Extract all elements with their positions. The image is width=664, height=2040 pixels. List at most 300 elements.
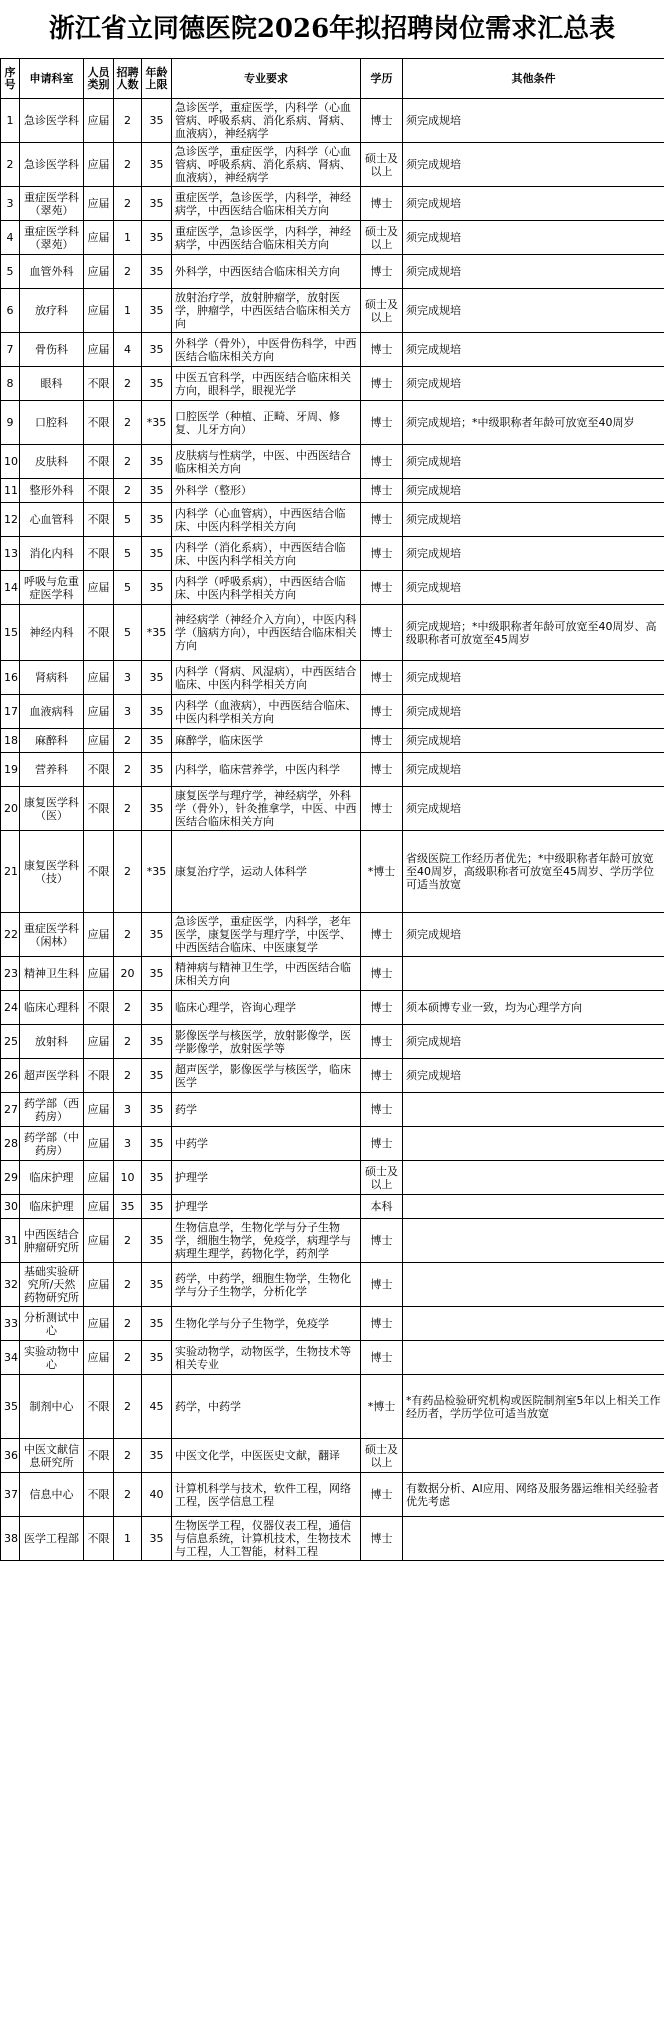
cell-index: 26	[1, 1059, 20, 1093]
cell-count: 5	[114, 503, 142, 537]
cell-degree: 博士	[361, 99, 403, 143]
cell-department: 临床心理科	[20, 991, 84, 1025]
cell-index: 10	[1, 445, 20, 479]
cell-count: 3	[114, 1127, 142, 1161]
cell-other: 有数据分析、AI应用、网络及服务器运维相关经验者优先考虑	[403, 1473, 664, 1517]
cell-count: 35	[114, 1195, 142, 1219]
cell-age-limit: 35	[142, 221, 172, 255]
cell-other: 须完成规培	[403, 445, 664, 479]
cell-other	[403, 1307, 664, 1341]
table-row	[1, 1263, 664, 1307]
cell-count: 2	[114, 187, 142, 221]
cell-department: 肾病科	[20, 661, 84, 695]
cell-other: 须本硕博专业一致，均为心理学方向	[403, 991, 664, 1025]
table-row	[1, 503, 664, 537]
table-row	[1, 221, 664, 255]
table-row	[1, 1473, 664, 1517]
cell-count: 2	[114, 1439, 142, 1473]
cell-major: 内科学（心血管病），中西医结合临床、中医内科学相关方向	[172, 503, 361, 537]
cell-index: 2	[1, 143, 20, 187]
table-row	[1, 1127, 664, 1161]
table-row	[1, 1219, 664, 1263]
cell-age-limit: 35	[142, 537, 172, 571]
cell-category: 应届	[84, 1219, 114, 1263]
cell-department: 消化内科	[20, 537, 84, 571]
cell-major: 康复医学与理疗学，神经病学，外科学（骨外），针灸推拿学，中医、中西医结合临床相关方向	[172, 787, 361, 831]
cell-other: 须完成规培	[403, 661, 664, 695]
cell-age-limit: *35	[142, 831, 172, 913]
cell-category: 不限	[84, 367, 114, 401]
cell-major: 超声医学，影像医学与核医学，临床医学	[172, 1059, 361, 1093]
header-major: 专业要求	[172, 59, 361, 99]
cell-major: 神经病学（神经介入方向），中医内科学（脑病方向），中西医结合临床相关方向	[172, 605, 361, 661]
cell-index: 14	[1, 571, 20, 605]
cell-category: 不限	[84, 1439, 114, 1473]
cell-department: 重症医学科（翠苑）	[20, 221, 84, 255]
header-other: 其他条件	[403, 59, 664, 99]
cell-count: 2	[114, 1025, 142, 1059]
header-age-limit: 年龄上限	[142, 59, 172, 99]
cell-degree: 博士	[361, 571, 403, 605]
table-row	[1, 143, 664, 187]
cell-major: 中医文化学，中医医史文献，翻译	[172, 1439, 361, 1473]
cell-category: 应届	[84, 99, 114, 143]
cell-major: 急诊医学，重症医学，内科学，老年医学，康复医学与理疗学，中医学、中西医结合临床、中医康复学	[172, 913, 361, 957]
cell-age-limit: 35	[142, 1517, 172, 1561]
cell-category: 应届	[84, 221, 114, 255]
cell-degree: 博士	[361, 187, 403, 221]
cell-count: 2	[114, 1473, 142, 1517]
cell-index: 1	[1, 99, 20, 143]
cell-category: 应届	[84, 913, 114, 957]
cell-index: 36	[1, 1439, 20, 1473]
cell-other: 须完成规培	[403, 479, 664, 503]
cell-count: 2	[114, 1219, 142, 1263]
cell-other	[403, 1517, 664, 1561]
cell-major: 内科学（消化系病），中西医结合临床、中医内科学相关方向	[172, 537, 361, 571]
cell-major: 生物信息学，生物化学与分子生物学，细胞生物学，免疫学，病理学与病理生理学，药物化学，药剂学	[172, 1219, 361, 1263]
cell-other	[403, 1161, 664, 1195]
cell-category: 不限	[84, 1517, 114, 1561]
cell-department: 神经内科	[20, 605, 84, 661]
cell-department: 康复医学科（技）	[20, 831, 84, 913]
cell-degree: 博士	[361, 333, 403, 367]
cell-major: 康复治疗学，运动人体科学	[172, 831, 361, 913]
cell-department: 药学部（西药房）	[20, 1093, 84, 1127]
cell-count: 1	[114, 289, 142, 333]
cell-major: 生物化学与分子生物学，免疫学	[172, 1307, 361, 1341]
cell-major: 麻醉学，临床医学	[172, 729, 361, 753]
cell-department: 心血管科	[20, 503, 84, 537]
cell-category: 不限	[84, 787, 114, 831]
cell-other: 须完成规培	[403, 695, 664, 729]
cell-index: 28	[1, 1127, 20, 1161]
cell-department: 急诊医学科	[20, 99, 84, 143]
table-row	[1, 187, 664, 221]
cell-category: 应届	[84, 661, 114, 695]
cell-other	[403, 1219, 664, 1263]
cell-department: 麻醉科	[20, 729, 84, 753]
cell-age-limit: 35	[142, 187, 172, 221]
cell-degree: 博士	[361, 1263, 403, 1307]
cell-degree: 博士	[361, 479, 403, 503]
cell-index: 3	[1, 187, 20, 221]
cell-degree: 博士	[361, 255, 403, 289]
cell-other	[403, 1439, 664, 1473]
cell-degree: 博士	[361, 605, 403, 661]
cell-other: 须完成规培；*中级职称者年龄可放宽至40周岁、高级职称者可放宽至45周岁	[403, 605, 664, 661]
cell-department: 重症医学科（闲林）	[20, 913, 84, 957]
cell-major: 药学，中药学，细胞生物学，生物化学与分子生物学，分析化学	[172, 1263, 361, 1307]
cell-category: 应届	[84, 143, 114, 187]
cell-department: 信息中心	[20, 1473, 84, 1517]
table-row	[1, 99, 664, 143]
cell-count: 2	[114, 367, 142, 401]
cell-age-limit: *35	[142, 605, 172, 661]
cell-age-limit: 35	[142, 255, 172, 289]
cell-major: 影像医学与核医学，放射影像学，医学影像学，放射医学等	[172, 1025, 361, 1059]
cell-degree: 博士	[361, 1093, 403, 1127]
cell-index: 24	[1, 991, 20, 1025]
cell-degree: 本科	[361, 1195, 403, 1219]
cell-category: 应届	[84, 729, 114, 753]
cell-count: 2	[114, 1059, 142, 1093]
cell-category: 应届	[84, 1341, 114, 1375]
cell-degree: 硕士及以上	[361, 1439, 403, 1473]
cell-count: 2	[114, 753, 142, 787]
header-count: 招聘人数	[114, 59, 142, 99]
cell-age-limit: 35	[142, 957, 172, 991]
cell-degree: 博士	[361, 367, 403, 401]
cell-other: 须完成规培	[403, 221, 664, 255]
cell-index: 7	[1, 333, 20, 367]
cell-count: 3	[114, 661, 142, 695]
cell-department: 基础实验研究所/天然药物研究所	[20, 1263, 84, 1307]
cell-index: 27	[1, 1093, 20, 1127]
cell-department: 制剂中心	[20, 1375, 84, 1439]
cell-count: 5	[114, 571, 142, 605]
page-title: 浙江省立同德医院2026年拟招聘岗位需求汇总表	[48, 14, 616, 44]
header-index: 序号	[1, 59, 20, 99]
cell-other: 须完成规培；*中级职称者年龄可放宽至40周岁	[403, 401, 664, 445]
cell-count: 1	[114, 1517, 142, 1561]
cell-department: 临床护理	[20, 1161, 84, 1195]
cell-index: 32	[1, 1263, 20, 1307]
cell-department: 中西医结合肿瘤研究所	[20, 1219, 84, 1263]
cell-index: 33	[1, 1307, 20, 1341]
cell-degree: 硕士及以上	[361, 221, 403, 255]
cell-index: 23	[1, 957, 20, 991]
cell-department: 分析测试中心	[20, 1307, 84, 1341]
cell-department: 血液病科	[20, 695, 84, 729]
cell-age-limit: 35	[142, 913, 172, 957]
cell-degree: 博士	[361, 1517, 403, 1561]
table-row	[1, 571, 664, 605]
cell-degree: 博士	[361, 401, 403, 445]
cell-category: 应届	[84, 255, 114, 289]
cell-other: 须完成规培	[403, 729, 664, 753]
cell-major: 护理学	[172, 1161, 361, 1195]
cell-age-limit: 35	[142, 1059, 172, 1093]
cell-other: 省级医院工作经历者优先；*中级职称者年龄可放宽至40周岁，高级职称者可放宽至45周岁、学历学位可适当放宽	[403, 831, 664, 913]
cell-category: 不限	[84, 503, 114, 537]
cell-degree: 博士	[361, 957, 403, 991]
cell-category: 应届	[84, 1025, 114, 1059]
cell-degree: 博士	[361, 729, 403, 753]
cell-age-limit: 35	[142, 503, 172, 537]
cell-count: 2	[114, 1263, 142, 1307]
cell-other	[403, 1093, 664, 1127]
cell-index: 19	[1, 753, 20, 787]
cell-index: 37	[1, 1473, 20, 1517]
cell-degree: 博士	[361, 1025, 403, 1059]
cell-index: 8	[1, 367, 20, 401]
cell-degree: 博士	[361, 1307, 403, 1341]
table-row	[1, 289, 664, 333]
cell-index: 25	[1, 1025, 20, 1059]
cell-category: 应届	[84, 1307, 114, 1341]
cell-degree: 硕士及以上	[361, 143, 403, 187]
cell-age-limit: *35	[142, 401, 172, 445]
cell-major: 急诊医学，重症医学，内科学（心血管病、呼吸系病、消化系病、肾病、血液病），神经病学	[172, 99, 361, 143]
cell-index: 21	[1, 831, 20, 913]
cell-other: 须完成规培	[403, 255, 664, 289]
cell-age-limit: 35	[142, 695, 172, 729]
cell-age-limit: 35	[142, 1161, 172, 1195]
cell-degree: 博士	[361, 787, 403, 831]
cell-count: 3	[114, 695, 142, 729]
table-row	[1, 991, 664, 1025]
cell-count: 2	[114, 787, 142, 831]
cell-major: 皮肤病与性病学，中医、中西医结合临床相关方向	[172, 445, 361, 479]
cell-count: 2	[114, 401, 142, 445]
cell-age-limit: 35	[142, 787, 172, 831]
cell-department: 重症医学科（翠苑）	[20, 187, 84, 221]
cell-count: 3	[114, 1093, 142, 1127]
cell-index: 22	[1, 913, 20, 957]
cell-index: 4	[1, 221, 20, 255]
cell-index: 30	[1, 1195, 20, 1219]
cell-category: 不限	[84, 1059, 114, 1093]
cell-major: 放射治疗学，放射肿瘤学，放射医学，肿瘤学，中西医结合临床相关方向	[172, 289, 361, 333]
cell-index: 12	[1, 503, 20, 537]
table-row	[1, 695, 664, 729]
cell-department: 营养科	[20, 753, 84, 787]
cell-other: 须完成规培	[403, 187, 664, 221]
cell-category: 不限	[84, 991, 114, 1025]
cell-degree: 博士	[361, 503, 403, 537]
cell-major: 药学	[172, 1093, 361, 1127]
cell-age-limit: 35	[142, 367, 172, 401]
cell-degree: 博士	[361, 1127, 403, 1161]
cell-department: 血管外科	[20, 255, 84, 289]
cell-department: 口腔科	[20, 401, 84, 445]
cell-count: 2	[114, 1307, 142, 1341]
cell-age-limit: 40	[142, 1473, 172, 1517]
cell-category: 不限	[84, 1473, 114, 1517]
cell-category: 应届	[84, 289, 114, 333]
cell-category: 应届	[84, 957, 114, 991]
cell-index: 18	[1, 729, 20, 753]
table-row	[1, 913, 664, 957]
cell-degree: 博士	[361, 1341, 403, 1375]
cell-index: 16	[1, 661, 20, 695]
cell-count: 2	[114, 143, 142, 187]
cell-major: 实验动物学，动物医学，生物技术等相关专业	[172, 1341, 361, 1375]
cell-index: 38	[1, 1517, 20, 1561]
table-row	[1, 1307, 664, 1341]
cell-count: 2	[114, 913, 142, 957]
cell-category: 应届	[84, 187, 114, 221]
cell-degree: *博士	[361, 831, 403, 913]
cell-degree: 博士	[361, 1059, 403, 1093]
cell-age-limit: 35	[142, 661, 172, 695]
cell-other	[403, 1195, 664, 1219]
cell-major: 临床心理学，咨询心理学	[172, 991, 361, 1025]
cell-department: 呼吸与危重症医学科	[20, 571, 84, 605]
cell-category: 不限	[84, 831, 114, 913]
cell-category: 不限	[84, 479, 114, 503]
cell-age-limit: 35	[142, 143, 172, 187]
cell-other	[403, 1263, 664, 1307]
table-row	[1, 479, 664, 503]
cell-category: 应届	[84, 1263, 114, 1307]
table-row	[1, 661, 664, 695]
cell-major: 急诊医学，重症医学，内科学（心血管病、呼吸系病、消化系病、肾病、血液病），神经病学	[172, 143, 361, 187]
cell-age-limit: 35	[142, 753, 172, 787]
cell-category: 不限	[84, 1375, 114, 1439]
cell-department: 骨伤科	[20, 333, 84, 367]
table-row	[1, 957, 664, 991]
cell-other: 须完成规培	[403, 143, 664, 187]
cell-other	[403, 957, 664, 991]
cell-major: 口腔医学（种植、正畸、牙周、修复、儿牙方向）	[172, 401, 361, 445]
cell-degree: 博士	[361, 695, 403, 729]
cell-category: 不限	[84, 401, 114, 445]
cell-index: 31	[1, 1219, 20, 1263]
cell-major: 重症医学，急诊医学，内科学，神经病学，中西医结合临床相关方向	[172, 187, 361, 221]
cell-other	[403, 1127, 664, 1161]
cell-major: 外科学，中西医结合临床相关方向	[172, 255, 361, 289]
cell-major: 内科学（血液病），中西医结合临床、中医内科学相关方向	[172, 695, 361, 729]
cell-count: 2	[114, 99, 142, 143]
cell-major: 中医五官科学，中西医结合临床相关方向，眼科学，眼视光学	[172, 367, 361, 401]
table-row	[1, 1375, 664, 1439]
cell-category: 应届	[84, 695, 114, 729]
cell-count: 2	[114, 831, 142, 913]
table-row	[1, 1059, 664, 1093]
cell-degree: *博士	[361, 1375, 403, 1439]
cell-index: 9	[1, 401, 20, 445]
cell-major: 中药学	[172, 1127, 361, 1161]
cell-age-limit: 35	[142, 1341, 172, 1375]
cell-age-limit: 35	[142, 1307, 172, 1341]
cell-department: 康复医学科（医）	[20, 787, 84, 831]
cell-age-limit: 35	[142, 1195, 172, 1219]
cell-index: 17	[1, 695, 20, 729]
cell-degree: 博士	[361, 1473, 403, 1517]
cell-major: 内科学（肾病、风湿病），中西医结合临床、中医内科学相关方向	[172, 661, 361, 695]
cell-age-limit: 35	[142, 991, 172, 1025]
cell-age-limit: 35	[142, 1127, 172, 1161]
cell-department: 临床护理	[20, 1195, 84, 1219]
cell-degree: 博士	[361, 991, 403, 1025]
cell-count: 2	[114, 1375, 142, 1439]
cell-major: 药学，中药学	[172, 1375, 361, 1439]
cell-other: 须完成规培	[403, 1059, 664, 1093]
cell-category: 不限	[84, 753, 114, 787]
cell-major: 精神病与精神卫生学，中西医结合临床相关方向	[172, 957, 361, 991]
cell-category: 应届	[84, 333, 114, 367]
cell-department: 药学部（中药房）	[20, 1127, 84, 1161]
cell-department: 放疗科	[20, 289, 84, 333]
cell-degree: 博士	[361, 913, 403, 957]
cell-department: 整形外科	[20, 479, 84, 503]
table-row	[1, 537, 664, 571]
cell-category: 应届	[84, 1127, 114, 1161]
table-row	[1, 831, 664, 913]
cell-department: 超声医学科	[20, 1059, 84, 1093]
table-body	[1, 99, 664, 1561]
cell-age-limit: 35	[142, 1439, 172, 1473]
cell-category: 应届	[84, 1161, 114, 1195]
cell-degree: 博士	[361, 445, 403, 479]
cell-other: 须完成规培	[403, 753, 664, 787]
cell-other	[403, 1341, 664, 1375]
cell-category: 不限	[84, 445, 114, 479]
cell-count: 2	[114, 1341, 142, 1375]
table-row	[1, 333, 664, 367]
cell-other: 须完成规培	[403, 537, 664, 571]
table-row	[1, 1195, 664, 1219]
cell-major: 内科学（呼吸系病），中西医结合临床、中医内科学相关方向	[172, 571, 361, 605]
cell-age-limit: 35	[142, 99, 172, 143]
cell-count: 1	[114, 221, 142, 255]
cell-count: 2	[114, 729, 142, 753]
table-row	[1, 367, 664, 401]
table-row	[1, 401, 664, 445]
cell-department: 急诊医学科	[20, 143, 84, 187]
cell-department: 放射科	[20, 1025, 84, 1059]
table-row	[1, 605, 664, 661]
table-row	[1, 255, 664, 289]
cell-age-limit: 35	[142, 729, 172, 753]
table-row	[1, 1161, 664, 1195]
cell-age-limit: 35	[142, 289, 172, 333]
cell-category: 不限	[84, 605, 114, 661]
cell-other: *有药品检验研究机构或医院制剂室5年以上相关工作经历者，学历学位可适当放宽	[403, 1375, 664, 1439]
cell-major: 外科学（骨外），中医骨伤科学，中西医结合临床相关方向	[172, 333, 361, 367]
cell-count: 5	[114, 537, 142, 571]
cell-category: 应届	[84, 571, 114, 605]
cell-age-limit: 35	[142, 1219, 172, 1263]
table-row	[1, 1439, 664, 1473]
cell-index: 29	[1, 1161, 20, 1195]
recruitment-table	[0, 58, 664, 1561]
table-row	[1, 787, 664, 831]
cell-other: 须完成规培	[403, 289, 664, 333]
cell-department: 精神卫生科	[20, 957, 84, 991]
cell-count: 2	[114, 479, 142, 503]
cell-age-limit: 35	[142, 571, 172, 605]
cell-count: 10	[114, 1161, 142, 1195]
cell-age-limit: 35	[142, 1025, 172, 1059]
cell-department: 实验动物中心	[20, 1341, 84, 1375]
cell-index: 15	[1, 605, 20, 661]
cell-age-limit: 35	[142, 1093, 172, 1127]
cell-degree: 硕士及以上	[361, 1161, 403, 1195]
cell-category: 不限	[84, 537, 114, 571]
